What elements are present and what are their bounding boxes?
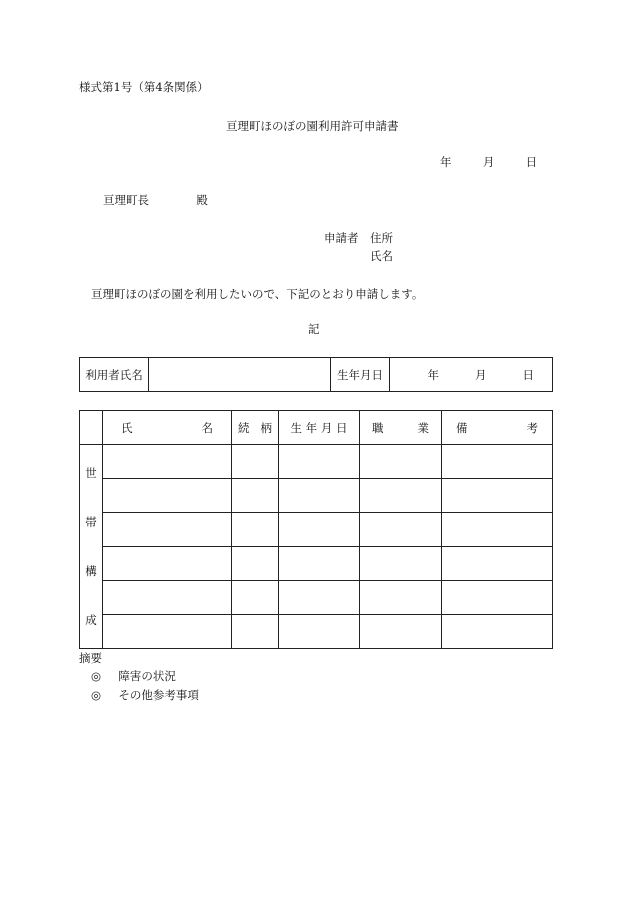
- applicant-name-label: 氏名: [370, 249, 393, 263]
- cell-relation[interactable]: [232, 615, 279, 649]
- cell-remarks[interactable]: [442, 547, 553, 581]
- cell-remarks[interactable]: [442, 445, 553, 479]
- summary-label: 摘要: [79, 651, 102, 665]
- cell-relation[interactable]: [232, 581, 279, 615]
- table-row: [80, 581, 553, 615]
- date-line: [440, 155, 537, 169]
- addressee: [103, 193, 208, 207]
- cell-name[interactable]: [103, 615, 232, 649]
- cell-name[interactable]: [103, 547, 232, 581]
- cell-relation[interactable]: [232, 547, 279, 581]
- cell-birthdate[interactable]: [279, 581, 360, 615]
- cell-occupation[interactable]: [360, 581, 442, 615]
- cell-birthdate[interactable]: [279, 547, 360, 581]
- header-relation: 続 柄: [232, 411, 279, 445]
- birth-year: 年: [427, 367, 439, 382]
- summary-item: [91, 669, 176, 683]
- cell-name[interactable]: [103, 479, 232, 513]
- cell-birthdate[interactable]: [279, 615, 360, 649]
- summary-item-text: 障害の状況: [118, 669, 176, 683]
- applicant-label: 申請者: [324, 231, 359, 245]
- date-year: 年: [440, 155, 452, 169]
- household-table: [79, 410, 553, 649]
- date-month: 月: [482, 155, 495, 169]
- form-number: 様式第1号（第4条関係）: [79, 80, 209, 94]
- cell-occupation[interactable]: [360, 615, 442, 649]
- ki-heading: 記: [308, 322, 320, 336]
- household-corner-cell: [80, 411, 103, 445]
- double-circle-icon: ◎: [91, 688, 102, 702]
- table-row: [80, 445, 553, 479]
- header-birthdate: 生 年 月 日: [279, 411, 360, 445]
- cell-name[interactable]: [103, 581, 232, 615]
- user-birth-label: 生年月日: [331, 358, 390, 392]
- table-row: [80, 513, 553, 547]
- user-table: [79, 357, 553, 392]
- addressee-honorific: 殿: [196, 193, 208, 207]
- cell-occupation[interactable]: [360, 513, 442, 547]
- header-name: 氏 名: [103, 411, 232, 445]
- table-row: [80, 479, 553, 513]
- table-row: [80, 615, 553, 649]
- birth-day: 日: [522, 367, 534, 382]
- summary-item: [91, 688, 199, 702]
- cell-name[interactable]: [103, 445, 232, 479]
- cell-birthdate[interactable]: [279, 479, 360, 513]
- date-day: 日: [525, 155, 538, 169]
- birth-month: 月: [475, 367, 487, 382]
- cell-relation[interactable]: [232, 513, 279, 547]
- applicant-address-label: 住所: [370, 231, 393, 245]
- cell-birthdate[interactable]: [279, 445, 360, 479]
- cell-name[interactable]: [103, 513, 232, 547]
- table-row: [80, 547, 553, 581]
- household-header-row: [80, 411, 553, 445]
- cell-remarks[interactable]: [442, 581, 553, 615]
- cell-birthdate[interactable]: [279, 513, 360, 547]
- addressee-name: 亘理町長: [103, 193, 149, 207]
- page-title: 亘理町ほのぼの園利用許可申請書: [226, 119, 399, 133]
- cell-occupation[interactable]: [360, 547, 442, 581]
- header-remarks: 備 考: [442, 411, 553, 445]
- double-circle-icon: ◎: [91, 669, 102, 683]
- household-side-label: 世 帯 構 成: [80, 445, 103, 649]
- cell-remarks[interactable]: [442, 513, 553, 547]
- user-name-value[interactable]: [149, 358, 331, 392]
- cell-relation[interactable]: [232, 479, 279, 513]
- cell-remarks[interactable]: [442, 479, 553, 513]
- cell-remarks[interactable]: [442, 615, 553, 649]
- body-text: 亘理町ほのぼの園を利用したいので、下記のとおり申請します。: [91, 287, 424, 301]
- cell-occupation[interactable]: [360, 479, 442, 513]
- summary-item-text: その他参考事項: [118, 688, 199, 702]
- user-name-label: 利用者氏名: [80, 358, 149, 392]
- user-birth-value[interactable]: [390, 358, 553, 392]
- cell-occupation[interactable]: [360, 445, 442, 479]
- cell-relation[interactable]: [232, 445, 279, 479]
- header-occupation: 職 業: [360, 411, 442, 445]
